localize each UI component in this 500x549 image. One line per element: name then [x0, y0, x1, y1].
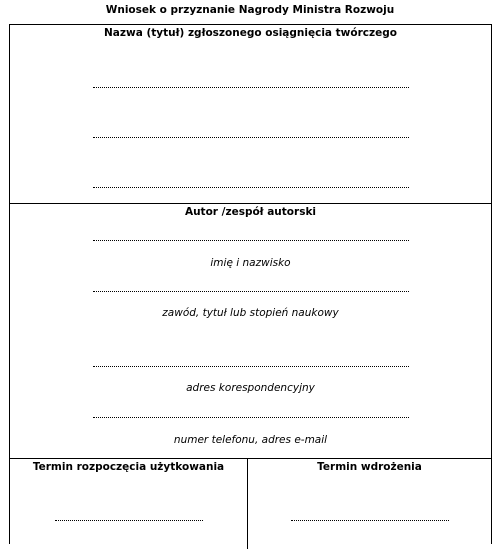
achievement-heading: Nazwa (tytuł) zgłoszonego osiągnięcia twórczego: [104, 27, 397, 39]
contact-caption: numer telefonu, adres e-mail: [173, 434, 328, 446]
profession-caption: zawód, tytuł lub stopień naukowy: [162, 307, 339, 319]
name-caption: imię i nazwisko: [210, 257, 291, 269]
dates-section: [10, 459, 491, 549]
achievement-line-1[interactable]: [93, 87, 409, 88]
name-field-line[interactable]: [93, 240, 409, 241]
implementation-date-heading: Termin wdrożenia: [317, 461, 422, 473]
start-date-column: [10, 459, 248, 549]
contact-field-line[interactable]: [93, 417, 409, 418]
implementation-date-column: [248, 459, 491, 549]
achievement-section: [10, 25, 491, 204]
implementation-date-line[interactable]: [291, 520, 449, 521]
start-date-line[interactable]: [55, 520, 203, 521]
form-frame: [9, 24, 492, 544]
author-section: [10, 204, 491, 459]
address-field-line[interactable]: [93, 366, 409, 367]
profession-field-line[interactable]: [93, 291, 409, 292]
achievement-line-3[interactable]: [93, 187, 409, 188]
author-heading: Autor /zespół autorski: [184, 206, 317, 218]
document-title: Wniosek o przyznanie Nagrody Ministra Rozwoju: [105, 4, 395, 16]
achievement-line-2[interactable]: [93, 137, 409, 138]
address-caption: adres korespondencyjny: [186, 382, 315, 394]
start-date-heading: Termin rozpoczęcia użytkowania: [32, 461, 225, 473]
